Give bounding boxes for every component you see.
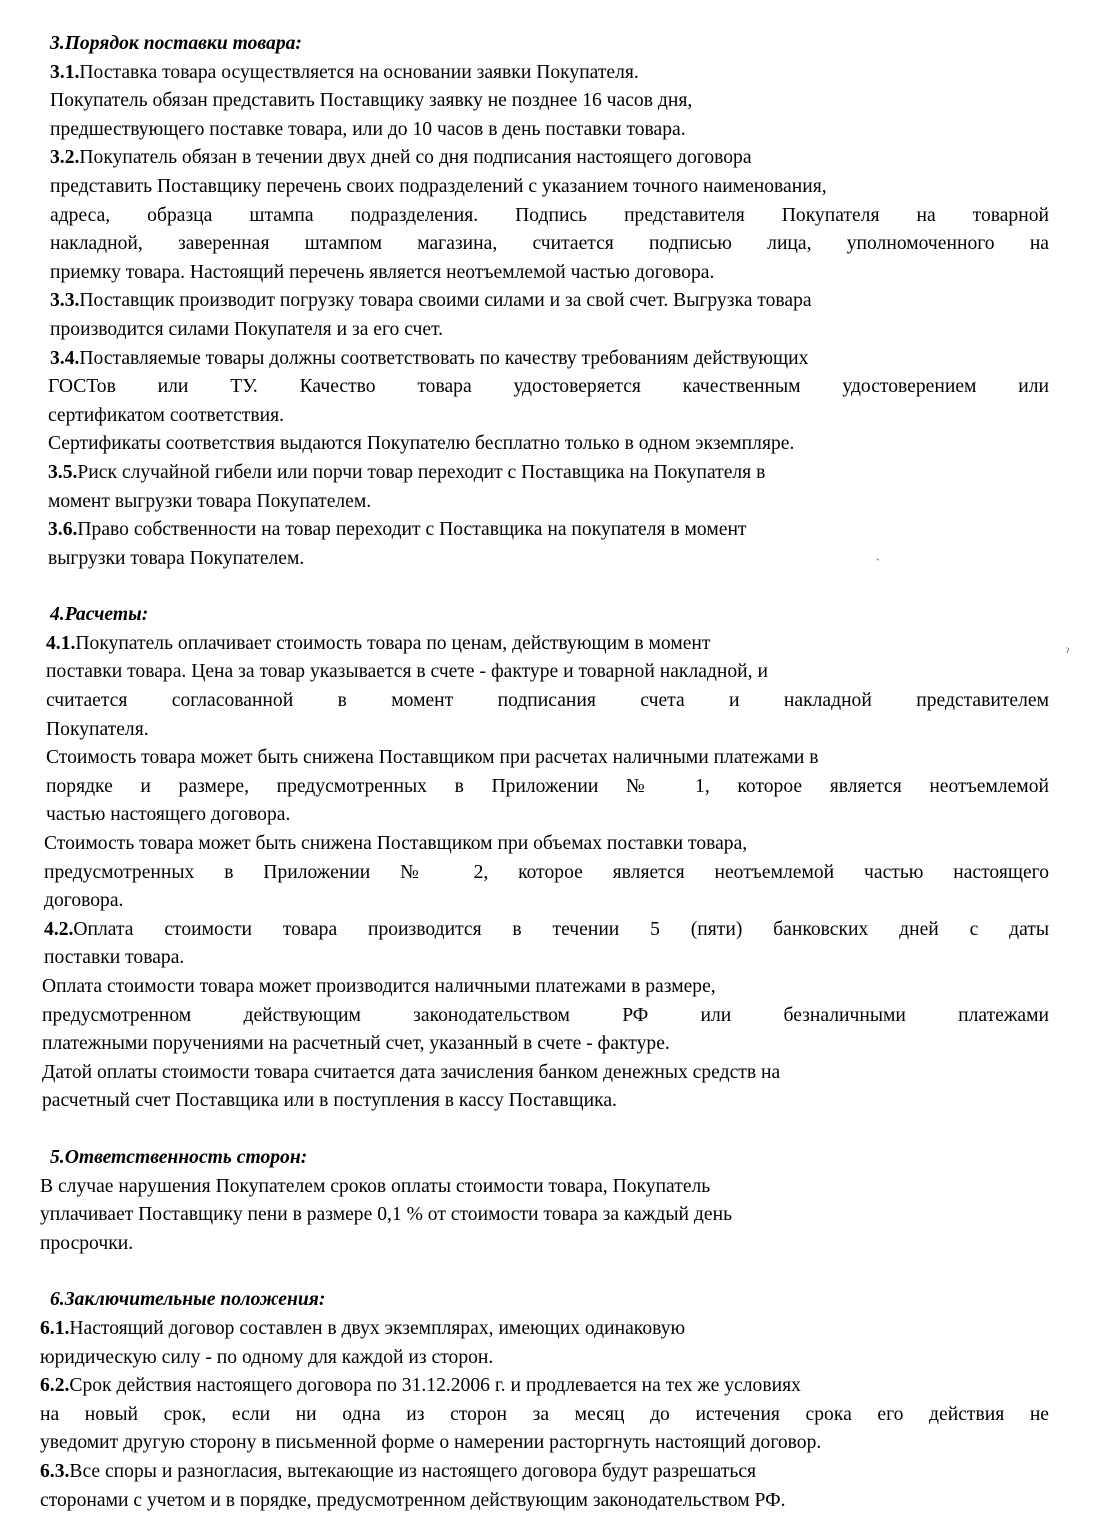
- text-line: [40, 316, 1049, 345]
- text-line: [40, 887, 1049, 916]
- line-text: платежными поручениями на расчетный счет, указанный в счете - фактуре.: [42, 1033, 670, 1055]
- text-line: [40, 87, 1049, 116]
- text-line: [40, 230, 1049, 259]
- line-text: выгрузки товара Покупателем.: [48, 547, 305, 569]
- line-text: момент выгрузки товара Покупателем.: [48, 490, 372, 512]
- clause-number: 3.3.: [50, 290, 80, 312]
- clause-line: [40, 287, 1049, 316]
- section-body: [40, 1173, 1049, 1259]
- text-line: [40, 173, 1049, 202]
- line-text: расчетный счет Поставщика или в поступления в кассу Поставщика.: [42, 1090, 617, 1112]
- text-line: [40, 1087, 1049, 1116]
- text-line: [40, 116, 1049, 145]
- text-line: [40, 1059, 1049, 1088]
- line-text: уведомит другую сторону в письменной форме о намерении расторгнуть настоящий договор.: [40, 1432, 822, 1454]
- line-text: Риск случайной гибели или порчи товар переходит с Поставщика на Покупателя в: [77, 461, 766, 483]
- text-line: [40, 830, 1049, 859]
- text-line: [40, 1002, 1049, 1031]
- line-text: Поставщик производит погрузку товара своими силами и за свой счет. Выгрузка товара: [79, 290, 812, 312]
- section-liability: [40, 1144, 1049, 1258]
- line-text: Датой оплаты стоимости товара считается дата зачисления банком денежных средств на: [42, 1061, 781, 1083]
- line-text: поставки товара. Цена за товар указывается в счете - фактуре и товарной накладной, и: [46, 661, 768, 683]
- text-line: [40, 1401, 1049, 1430]
- text-line: [40, 202, 1049, 231]
- section-delivery-procedure: [40, 30, 1049, 573]
- clause-number: 6.1.: [40, 1317, 70, 1339]
- clause-line: [40, 1315, 1049, 1344]
- clause-line: [40, 1372, 1049, 1401]
- clause-number: 4.2.: [44, 918, 74, 940]
- line-text: частью настоящего договора.: [46, 804, 291, 826]
- line-text: Оплата стоимости товара производится в течении 5 (пяти) банковских дней с даты: [73, 918, 1049, 940]
- line-text: договора.: [44, 890, 124, 912]
- text-line: [40, 859, 1049, 888]
- text-line: [40, 1173, 1049, 1202]
- clause-line: [40, 516, 1049, 545]
- text-line: [40, 1201, 1049, 1230]
- line-text: производится силами Покупателя и за его счет.: [50, 318, 444, 340]
- text-line: [40, 402, 1049, 431]
- text-line: [40, 973, 1049, 1002]
- line-text: адреса, образца штампа подразделения. Подпись представителя Покупателя на товарной: [50, 204, 1049, 226]
- line-text: Стоимость товара может быть снижена Поставщиком при объемах поставки товара,: [44, 833, 748, 855]
- line-text: Поставка товара осуществляется на основании заявки Покупателя.: [79, 61, 639, 83]
- line-text: считается согласованной в момент подписания счета и накладной представителем: [46, 690, 1049, 712]
- line-text: представить Поставщику перечень своих подразделений с указанием точного наименования,: [50, 175, 827, 197]
- line-text: юридическую силу - по одному для каждой из сторон.: [40, 1346, 494, 1368]
- section-heading: 5.Ответственность сторон:: [50, 1146, 308, 1168]
- line-text: Стоимость товара может быть снижена Поставщиком при расчетах наличными платежами в: [46, 747, 819, 769]
- line-text: Настоящий договор составлен в двух экземплярах, имеющих одинаковую: [69, 1317, 686, 1339]
- clause-line: [40, 630, 1049, 659]
- line-text: сторонами с учетом и в порядке, предусмотренном действующим законодательством РФ.: [40, 1489, 786, 1511]
- line-text: Покупателя.: [46, 718, 149, 740]
- scan-speck-mark: ˀ: [1066, 645, 1069, 659]
- section-payments: [40, 601, 1049, 1116]
- text-line: [40, 545, 1049, 574]
- line-text: на новый срок, если ни одна из сторон за месяц до истечения срока его действия не: [40, 1403, 1049, 1425]
- line-text: Поставляемые товары должны соответствовать по качеству требованиям действующих: [79, 347, 809, 369]
- text-line: [40, 373, 1049, 402]
- line-text: порядке и размере, предусмотренных в Приложении № 1, которое является неотъемлемой: [46, 775, 1049, 797]
- clause-line: [40, 144, 1049, 173]
- text-line: [40, 430, 1049, 459]
- text-line: [40, 944, 1049, 973]
- text-line: [40, 1429, 1049, 1458]
- text-line: [40, 1344, 1049, 1373]
- line-text: Оплата стоимости товара может производится наличными платежами в размере,: [42, 976, 716, 997]
- text-line: [40, 658, 1049, 687]
- clause-line: [40, 459, 1049, 488]
- line-text: Покупатель оплачивает стоимость товара по ценам, действующим в момент: [75, 632, 711, 654]
- line-text: просрочки.: [40, 1232, 134, 1254]
- line-text: Покупатель обязан представить Поставщику заявку не позднее 16 часов дня,: [50, 90, 693, 112]
- line-text: сертификатом соответствия.: [48, 404, 284, 426]
- section-heading: 3.Порядок поставки товара:: [50, 33, 302, 54]
- clause-number: 6.3.: [40, 1460, 70, 1482]
- line-text: поставки товара.: [44, 947, 185, 969]
- clause-number: 6.2.: [40, 1375, 70, 1397]
- line-text: Право собственности на товар переходит с Поставщика на покупателя в момент: [77, 519, 747, 541]
- text-line: [40, 1487, 1049, 1516]
- clause-number: 4.1.: [46, 632, 76, 654]
- clause-number: 3.1.: [50, 61, 80, 83]
- text-line: [40, 801, 1049, 830]
- text-line: [40, 716, 1049, 745]
- section-body: [40, 59, 1049, 574]
- clause-line: [40, 1458, 1049, 1487]
- line-text: ГОСТов или ТУ. Качество товара удостоверяется качественным удостоверением или: [48, 376, 1049, 398]
- clause-line: [40, 916, 1049, 945]
- section-body: [40, 1315, 1049, 1515]
- line-text: В случае нарушения Покупателем сроков оплаты стоимости товара, Покупатель: [40, 1175, 711, 1197]
- section-heading: 6.Заключительные положения:: [50, 1289, 326, 1311]
- clause-number: 3.4.: [50, 347, 80, 369]
- line-text: предшествующего поставке товара, или до 10 часов в день поставки товара.: [50, 118, 686, 140]
- clause-line: [40, 345, 1049, 374]
- line-text: уплачивает Поставщику пени в размере 0,1 % от стоимости товара за каждый день: [40, 1204, 732, 1226]
- clause-number: 3.6.: [48, 519, 78, 541]
- line-text: Все споры и разногласия, вытекающие из настоящего договора будут разрешаться: [69, 1460, 757, 1482]
- text-line: [40, 259, 1049, 288]
- line-text: приемку товара. Настоящий перечень является неотъемлемой частью договора.: [50, 261, 715, 283]
- clause-number: 3.5.: [48, 461, 78, 483]
- line-text: Срок действия настоящего договора по 31.12.2006 г. и продлевается на тех же условиях: [69, 1375, 801, 1397]
- line-text: Покупатель обязан в течении двух дней со дня подписания настоящего договора: [79, 147, 752, 169]
- clause-line: [40, 59, 1049, 88]
- line-text: предусмотренных в Приложении № 2, которое является неотъемлемой частью настоящего: [44, 861, 1049, 883]
- section-final-provisions: [40, 1286, 1049, 1515]
- section-heading: 4.Расчеты:: [50, 604, 149, 626]
- line-text: накладной, заверенная штампом магазина, считается подписью лица, уполномоченного на: [50, 233, 1049, 255]
- text-line: [40, 488, 1049, 517]
- scan-speck-mark: ˎ: [876, 547, 880, 561]
- line-text: Сертификаты соответствия выдаются Покупателю бесплатно только в одном экземпляре.: [48, 433, 795, 455]
- clause-number: 3.2.: [50, 147, 80, 169]
- text-line: [40, 744, 1049, 773]
- section-body: [40, 630, 1049, 1116]
- text-line: [40, 1030, 1049, 1059]
- line-text: предусмотренном действующим законодательством РФ или безналичными платежами: [42, 1004, 1049, 1026]
- text-line: [40, 773, 1049, 802]
- text-line: [40, 687, 1049, 716]
- text-line: [40, 1230, 1049, 1259]
